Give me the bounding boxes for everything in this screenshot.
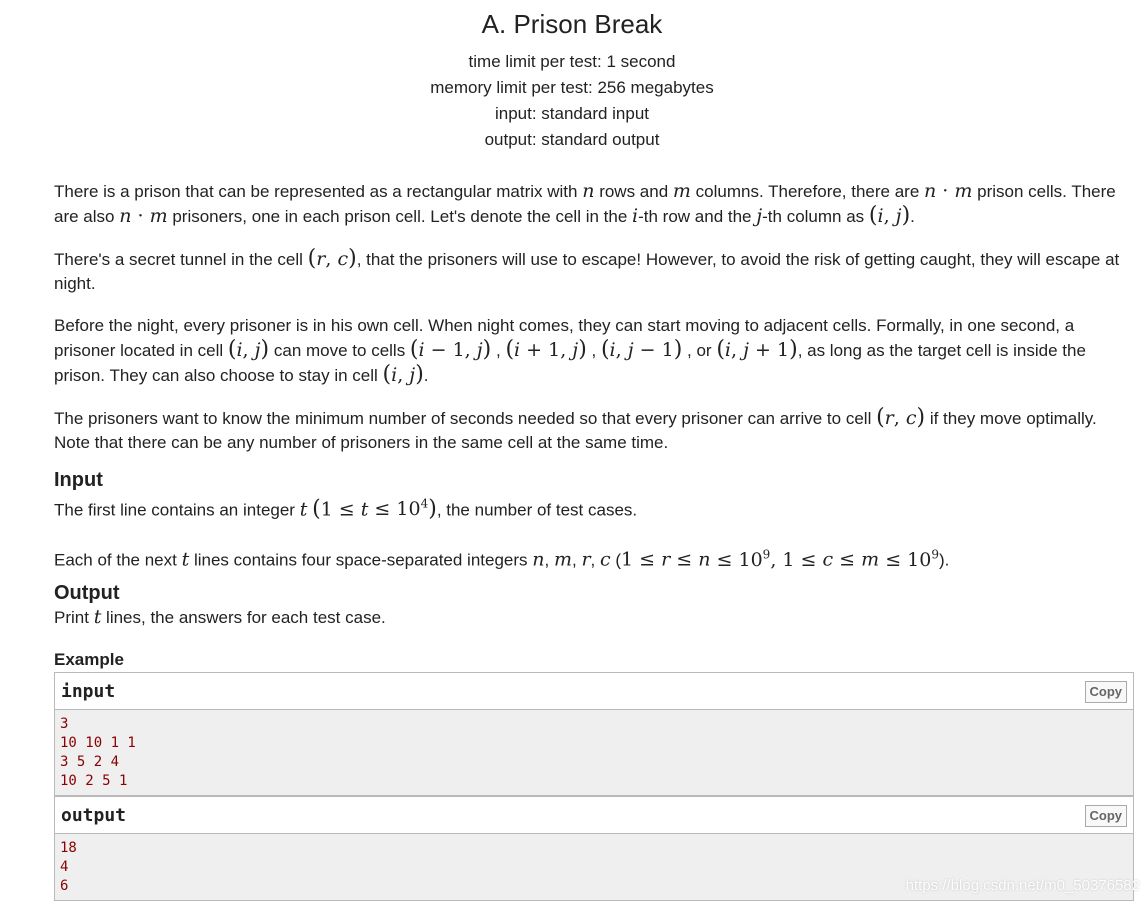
example-input-header [55, 673, 1133, 710]
output-line: Print t lines, the answers for each test case. [54, 606, 386, 628]
example-input-content[interactable] [55, 710, 1133, 795]
statement-paragraph-3: Before the night, every prisoner is in his own cell. When night comes, they can start moving to adjacent cells. Formally, in one second, a prisoner located in cell (i, j) can move to cells (i − 1, j) , (i + 1, j) , (i, j − 1) , or (i, j + 1), as long as the target cell is inside the prison. They can also choose to stay in cell (i, j). [54, 316, 1086, 387]
example-input-box [54, 672, 1134, 796]
example-input-line: 3 [60, 716, 69, 732]
example-input-line: 10 2 5 1 [60, 773, 128, 789]
example-output-line: 4 [60, 859, 69, 875]
input-line-1: The first line contains an integer t $(1 \le t \le 10^4)$, the number of test cases. [54, 496, 638, 522]
input-heading: Input [54, 469, 103, 491]
input-section [54, 468, 1136, 591]
output-section [54, 581, 1136, 648]
problem-header [0, 8, 1144, 153]
problem-title: A. Prison Break [481, 9, 663, 39]
watermark: https://blog.csdn.net/m0_50376582 [905, 877, 1140, 894]
input-file: input: standard input [494, 104, 650, 123]
copy-input-button[interactable]: Copy [1085, 681, 1128, 703]
example-output-header [55, 797, 1133, 834]
output-heading: Output [54, 582, 120, 604]
statement-paragraph-1: There is a prison that can be represented as a rectangular matrix with n rows and m columns. Therefore, there are n · m prison cells. There are also n · m prisoners, one in each prison cell. Let's denote the cell in the i-th row and the j-th column as (i, j). [54, 180, 1116, 228]
statement-paragraph-2: There's a secret tunnel in the cell (r, c), that the prisoners will use to escape! However, to avoid the risk of getting caught, they will escape at night. [54, 246, 1120, 293]
problem-statement [54, 179, 1136, 473]
copy-output-button[interactable]: Copy [1085, 805, 1128, 827]
output-file: output: standard output [484, 130, 660, 149]
memory-limit: memory limit per test: 256 megabytes [430, 78, 714, 97]
example-input-line: 3 5 2 4 [60, 754, 120, 770]
statement-paragraph-4: The prisoners want to know the minimum number of seconds needed so that every prisoner can arrive to cell (r, c) if they move optimally. Note that there can be any number of prisoners in the same cell at the same time. [54, 405, 1097, 452]
example-output-line: 6 [60, 878, 69, 894]
problem-limits [0, 49, 1144, 153]
time-limit: time limit per test: 1 second [468, 52, 676, 71]
example-output-label: output [61, 805, 127, 826]
example-input-label: input [61, 681, 116, 702]
example-title: Example [54, 650, 124, 669]
example-output-line: 18 [60, 840, 77, 856]
input-line-2: Each of the next t lines contains four space-separated integers n, m, r, c ($1 \le r \le n \le 10^9$, $1 \le c \le m \le 10^9$). [54, 547, 950, 571]
example-input-line: 10 10 1 1 [60, 735, 136, 751]
